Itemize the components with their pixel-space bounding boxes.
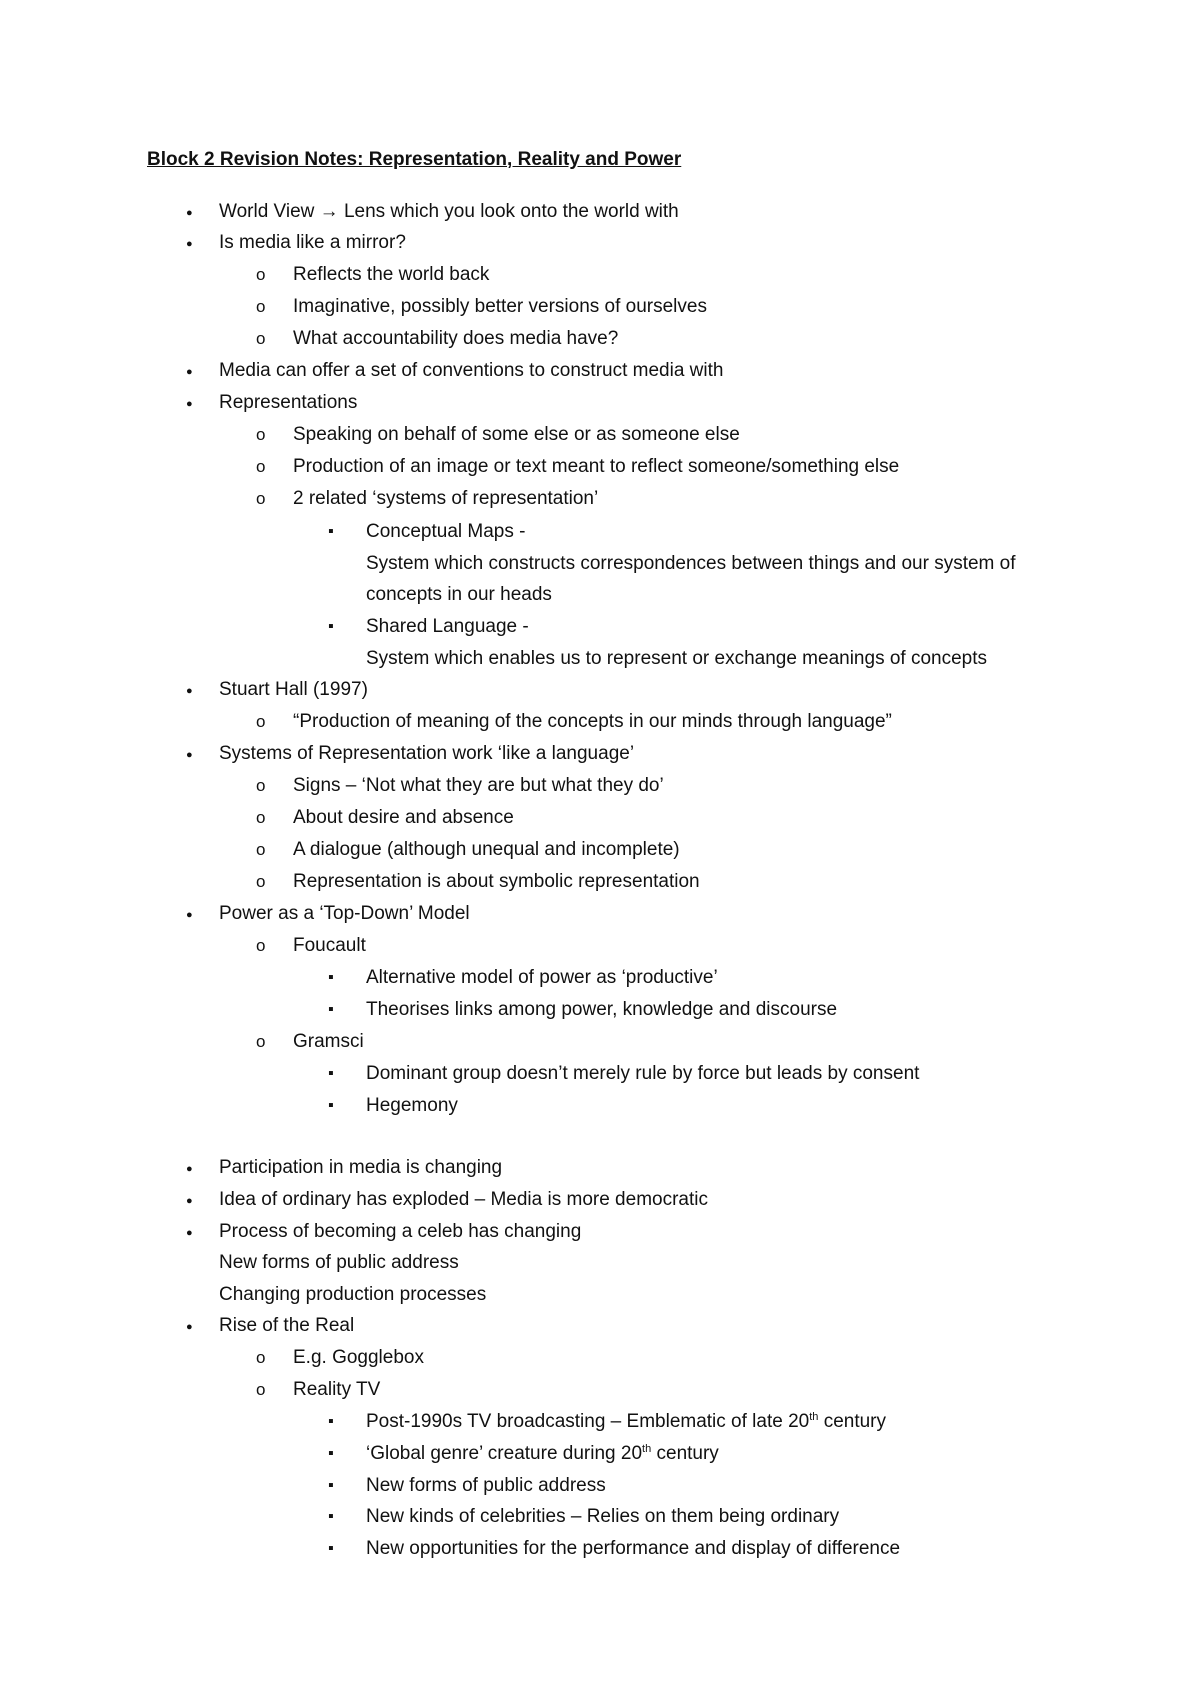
- bullet-o-icon: [256, 1379, 265, 1401]
- bullet-o-icon: [256, 711, 265, 733]
- list-item: World View → Lens which you look onto the world with: [219, 201, 679, 222]
- list-item: E.g. Gogglebox: [293, 1347, 424, 1368]
- list-item: Reality TV: [293, 1379, 381, 1400]
- list-item: Theorises links among power, knowledge and discourse: [366, 999, 838, 1020]
- list-item-continuation: Changing production processes: [219, 1284, 487, 1305]
- bullet-o-icon: [256, 296, 265, 318]
- list-item-continuation: concepts in our heads: [366, 584, 552, 605]
- list-item: Shared Language -: [366, 616, 529, 637]
- list-item: New kinds of celebrities – Relies on them being ordinary: [366, 1506, 840, 1527]
- list-item: Conceptual Maps -: [366, 521, 526, 542]
- list-item-continuation: New forms of public address: [219, 1252, 459, 1273]
- bullet-icon: [186, 202, 193, 226]
- bullet-o-icon: [256, 424, 265, 446]
- list-item: Representation is about symbolic representation: [293, 871, 700, 892]
- bullet-o-icon: [256, 488, 265, 510]
- list-item: Dominant group doesn’t merely rule by force but leads by consent: [366, 1063, 920, 1084]
- bullet-o-icon: [256, 935, 265, 957]
- bullet-o-icon: [256, 775, 265, 797]
- bullet-icon: [186, 1190, 193, 1214]
- list-item: 2 related ‘systems of representation’: [293, 488, 599, 509]
- bullet-icon: [186, 744, 193, 768]
- list-item: Idea of ordinary has exploded – Media is more democratic: [219, 1189, 708, 1210]
- bullet-square-icon: [328, 1062, 334, 1085]
- list-item: Speaking on behalf of some else or as someone else: [293, 424, 740, 445]
- bullet-icon: [186, 361, 193, 385]
- bullet-icon: [186, 904, 193, 928]
- bullet-icon: [186, 233, 193, 257]
- bullet-square-icon: [328, 1442, 334, 1465]
- arrow-right-icon: →: [319, 201, 339, 222]
- list-item: Post-1990s TV broadcasting – Emblematic of late 20th century: [366, 1411, 887, 1432]
- list-item: New forms of public address: [366, 1475, 606, 1496]
- list-item: Hegemony: [366, 1095, 458, 1116]
- bullet-o-icon: [256, 456, 265, 478]
- bullet-square-icon: [328, 1410, 334, 1433]
- list-item: Stuart Hall (1997): [219, 679, 368, 700]
- list-item: Representations: [219, 392, 358, 413]
- bullet-icon: [186, 1158, 193, 1182]
- list-item: Systems of Representation work ‘like a language’: [219, 743, 635, 764]
- list-item: Foucault: [293, 935, 366, 956]
- bullet-o-icon: [256, 1347, 265, 1369]
- list-item: New opportunities for the performance and display of difference: [366, 1538, 901, 1559]
- list-item-continuation: System which constructs correspondences between things and our system of: [366, 553, 1016, 574]
- bullet-o-icon: [256, 328, 265, 350]
- bullet-icon: [186, 393, 193, 417]
- list-item: Process of becoming a celeb has changing: [219, 1221, 582, 1242]
- list-item: Is media like a mirror?: [219, 232, 406, 253]
- list-item: A dialogue (although unequal and incomplete): [293, 839, 680, 860]
- bullet-square-icon: [328, 615, 334, 638]
- bullet-square-icon: [328, 520, 334, 543]
- bullet-icon: [186, 1222, 193, 1246]
- list-item: Imaginative, possibly better versions of ourselves: [293, 296, 707, 317]
- list-item: Gramsci: [293, 1031, 364, 1052]
- bullet-square-icon: [328, 1094, 334, 1117]
- list-item: Production of an image or text meant to reflect someone/something else: [293, 456, 900, 477]
- list-item: Rise of the Real: [219, 1315, 355, 1336]
- list-item: Reflects the world back: [293, 264, 490, 285]
- bullet-o-icon: [256, 264, 265, 286]
- page-title: Block 2 Revision Notes: Representation, Reality and Power: [147, 149, 682, 170]
- bullet-o-icon: [256, 807, 265, 829]
- list-item: What accountability does media have?: [293, 328, 619, 349]
- bullet-o-icon: [256, 871, 265, 893]
- list-item: Alternative model of power as ‘productive’: [366, 967, 718, 988]
- list-item: Participation in media is changing: [219, 1157, 503, 1178]
- bullet-square-icon: [328, 966, 334, 989]
- list-item: “Production of meaning of the concepts in our minds through language”: [293, 711, 892, 732]
- list-item-continuation: System which enables us to represent or exchange meanings of concepts: [366, 648, 988, 669]
- bullet-square-icon: [328, 1537, 334, 1560]
- list-item: Signs – ‘Not what they are but what they do’: [293, 775, 664, 796]
- list-item: ‘Global genre’ creature during 20th century: [366, 1443, 719, 1464]
- bullet-o-icon: [256, 839, 265, 861]
- list-item: Power as a ‘Top-Down’ Model: [219, 903, 470, 924]
- bullet-o-icon: [256, 1031, 265, 1053]
- bullet-icon: [186, 1316, 193, 1340]
- bullet-icon: [186, 680, 193, 704]
- list-item: Media can offer a set of conventions to construct media with: [219, 360, 724, 381]
- bullet-square-icon: [328, 1474, 334, 1497]
- bullet-square-icon: [328, 1505, 334, 1528]
- bullet-square-icon: [328, 998, 334, 1021]
- list-item: About desire and absence: [293, 807, 514, 828]
